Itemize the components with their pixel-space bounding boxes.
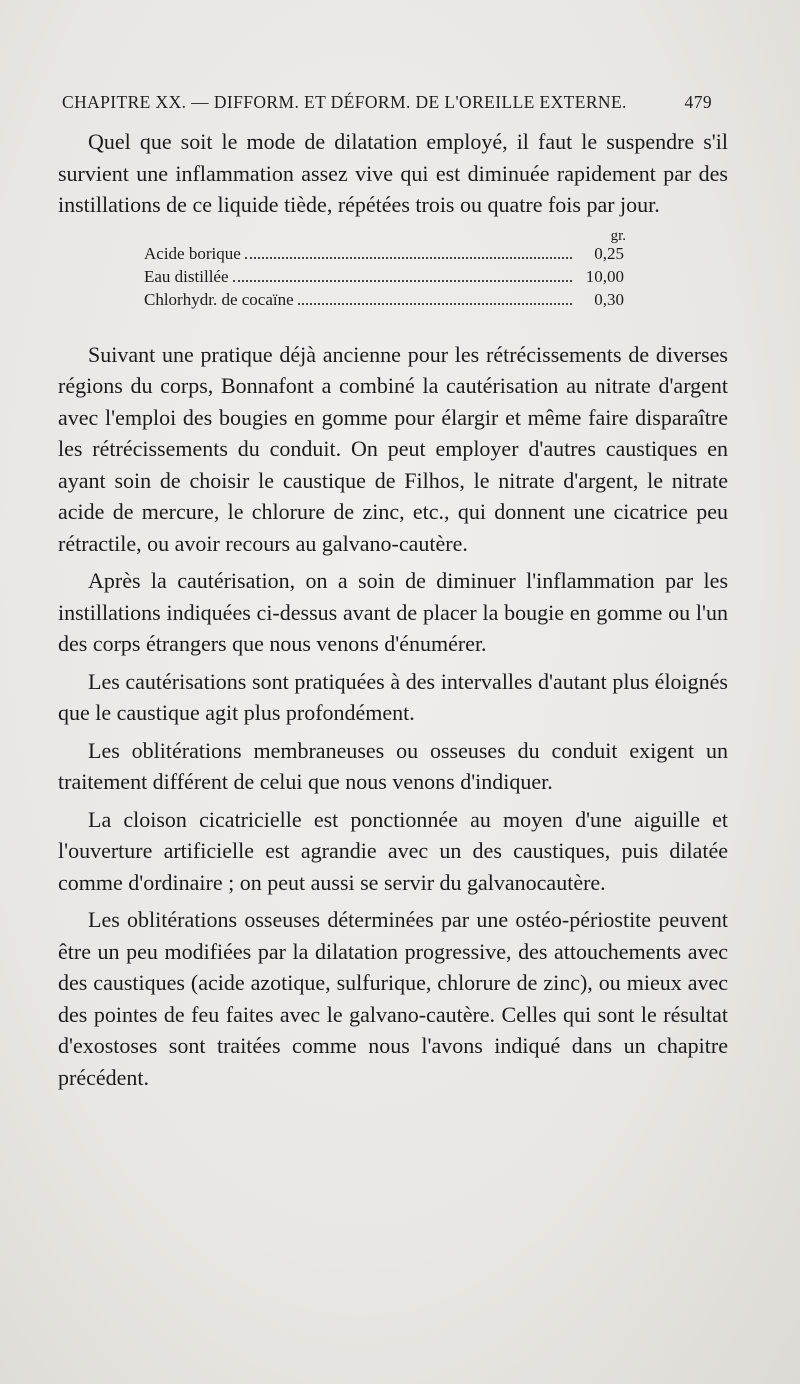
recipe-row	[144, 243, 624, 265]
running-header	[62, 92, 712, 113]
paragraph-5: Les oblitérations membraneuses ou osseuses du conduit exigent un traitement différent de celui que nous venons d'indiquer.	[58, 737, 728, 794]
leader-dots	[245, 257, 572, 259]
recipe-table	[58, 229, 728, 311]
ingredient-name: Chlorhydr. de cocaïne	[144, 289, 294, 309]
paragraph-6: La cloison cicatricielle est ponctionnée au moyen d'une aiguille et l'ouverture artificielle est agrandie avec un des caustiques, puis dilatée comme d'ordinaire ; on peut aussi se servir du galvanocautère.	[58, 806, 728, 895]
leader-dots	[233, 280, 572, 282]
recipe-unit: gr.	[610, 227, 626, 244]
recipe-row	[144, 289, 624, 311]
paragraph-4: Les cautérisations sont pratiquées à des intervalles d'autant plus éloignés que le caustique agit plus profondément.	[58, 668, 728, 725]
page-number: 479	[684, 92, 712, 112]
paragraph-3: Après la cautérisation, on a soin de diminuer l'inflammation par les instillations indiquées ci-dessus avant de placer la bougie en gomme ou l'un des corps étrangers que nous venons d'énumérer.	[58, 568, 728, 656]
page-body	[58, 126, 728, 1093]
leader-dots	[298, 303, 572, 305]
ingredient-value: 0,30	[594, 289, 624, 309]
ingredient-name: Acide borique	[144, 243, 241, 263]
ingredient-value: 0,25	[594, 243, 624, 263]
recipe-row	[144, 266, 624, 288]
chapter-title: CHAPITRE XX. — DIFFORM. ET DÉFORM. DE L'OREILLE EXTERNE.	[62, 92, 627, 112]
ingredient-name: Eau distillée	[144, 266, 229, 286]
paragraph-7: Les oblitérations osseuses déterminées par une ostéo-périostite peuvent être un peu modifiées par la dilatation progressive, des attouchements avec des caustiques (acide azotique, sulfurique, chlorure de zinc), ou mieux avec des pointes de feu faites avec le galvano-cautère. Celles qui sont le résultat d'exostoses sont traitées comme nous l'avons indiqué dans un chapitre précédent.	[58, 907, 728, 1090]
paragraph-1: Quel que soit le mode de dilatation employé, il faut le suspendre s'il survient une inflammation assez vive qui est diminuée rapidement par des instillations de ce liquide tiède, répétées trois ou quatre fois par jour.	[58, 129, 728, 217]
ingredient-value: 10,00	[585, 266, 624, 286]
paragraph-2: Suivant une pratique déjà ancienne pour les rétrécissements de diverses régions du corps, Bonnafont a combiné la cautérisation au nitrate d'argent avec l'emploi des bougies en gomme pour élargir et même faire disparaître les rétrécissements du conduit. On peut employer d'autres caustiques en ayant soin de choisir le caustique de Filhos, le nitrate d'argent, le nitrate acide de mercure, le chlorure de zinc, etc., qui donnent une cicatrice peu rétractile, ou avoir recours au galvano-cautère.	[58, 341, 728, 556]
